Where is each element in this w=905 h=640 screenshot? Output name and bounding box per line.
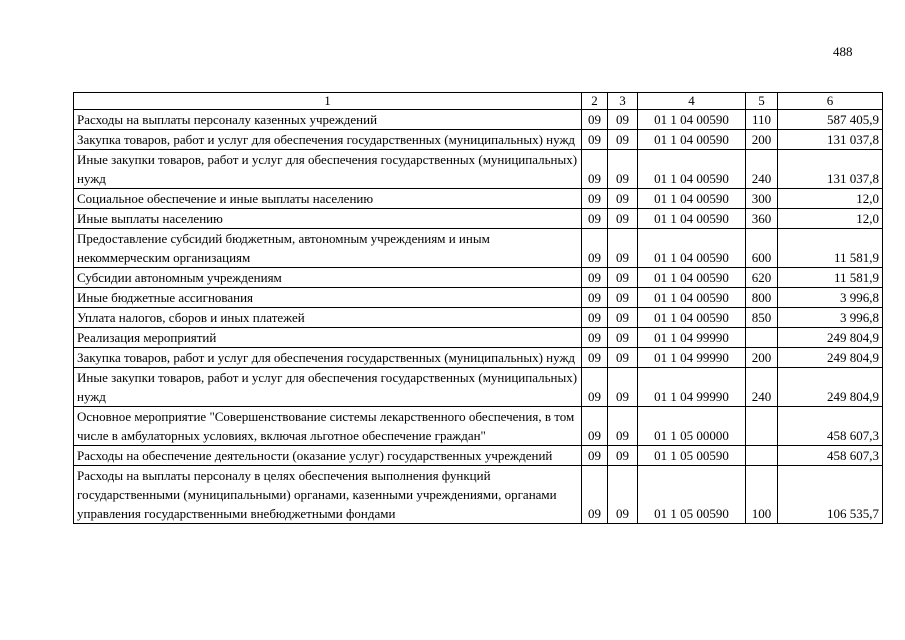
row-description: Социальное обеспечение и иные выплаты населению bbox=[74, 189, 582, 209]
section-code: 09 bbox=[582, 150, 608, 189]
table-row bbox=[74, 466, 883, 524]
table-row bbox=[74, 209, 883, 229]
row-description: Расходы на выплаты персоналу казенных учреждений bbox=[74, 110, 582, 130]
section-code: 09 bbox=[582, 368, 608, 407]
header-cell: 2 bbox=[582, 93, 608, 110]
table-row bbox=[74, 130, 883, 150]
table-row bbox=[74, 150, 883, 189]
row-description: Субсидии автономным учреждениям bbox=[74, 268, 582, 288]
row-description: Расходы на выплаты персоналу в целях обеспечения выполнения функций государственными (муниципальными) органами, казенными учреждениями, органами управления государственными внебюджетными фондами bbox=[74, 466, 582, 524]
section-code: 09 bbox=[582, 308, 608, 328]
row-description: Реализация мероприятий bbox=[74, 328, 582, 348]
row-description: Иные выплаты населению bbox=[74, 209, 582, 229]
row-description: Уплата налогов, сборов и иных платежей bbox=[74, 308, 582, 328]
subsection-code: 09 bbox=[608, 209, 638, 229]
row-description: Закупка товаров, работ и услуг для обеспечения государственных (муниципальных) нужд bbox=[74, 348, 582, 368]
header-cell: 3 bbox=[608, 93, 638, 110]
amount: 249 804,9 bbox=[778, 328, 883, 348]
header-cell: 6 bbox=[778, 93, 883, 110]
amount: 11 581,9 bbox=[778, 268, 883, 288]
amount: 458 607,3 bbox=[778, 446, 883, 466]
section-code: 09 bbox=[582, 110, 608, 130]
table-row bbox=[74, 308, 883, 328]
section-code: 09 bbox=[582, 229, 608, 268]
section-code: 09 bbox=[582, 288, 608, 308]
table-row bbox=[74, 229, 883, 268]
amount: 12,0 bbox=[778, 189, 883, 209]
section-code: 09 bbox=[582, 130, 608, 150]
table-row bbox=[74, 446, 883, 466]
expense-type-code: 110 bbox=[746, 110, 778, 130]
amount: 3 996,8 bbox=[778, 288, 883, 308]
subsection-code: 09 bbox=[608, 268, 638, 288]
expense-type-code bbox=[746, 328, 778, 348]
expense-type-code: 200 bbox=[746, 348, 778, 368]
target-article-code: 01 1 04 00590 bbox=[638, 130, 746, 150]
header-cell: 5 bbox=[746, 93, 778, 110]
subsection-code: 09 bbox=[608, 328, 638, 348]
table-row bbox=[74, 268, 883, 288]
expense-type-code: 600 bbox=[746, 229, 778, 268]
section-code: 09 bbox=[582, 466, 608, 524]
subsection-code: 09 bbox=[608, 288, 638, 308]
table-row bbox=[74, 407, 883, 446]
amount: 458 607,3 bbox=[778, 407, 883, 446]
expense-type-code: 360 bbox=[746, 209, 778, 229]
section-code: 09 bbox=[582, 268, 608, 288]
table-row bbox=[74, 110, 883, 130]
row-description: Предоставление субсидий бюджетным, автономным учреждениям и иным некоммерческим организациям bbox=[74, 229, 582, 268]
expense-type-code: 240 bbox=[746, 368, 778, 407]
expense-type-code bbox=[746, 446, 778, 466]
expense-type-code: 850 bbox=[746, 308, 778, 328]
section-code: 09 bbox=[582, 407, 608, 446]
table-row bbox=[74, 348, 883, 368]
table-row bbox=[74, 288, 883, 308]
target-article-code: 01 1 04 00590 bbox=[638, 110, 746, 130]
amount: 106 535,7 bbox=[778, 466, 883, 524]
table-body bbox=[74, 110, 883, 524]
expense-type-code: 240 bbox=[746, 150, 778, 189]
target-article-code: 01 1 04 00590 bbox=[638, 308, 746, 328]
row-description: Иные бюджетные ассигнования bbox=[74, 288, 582, 308]
row-description: Иные закупки товаров, работ и услуг для обеспечения государственных (муниципальных) нужд bbox=[74, 150, 582, 189]
section-code: 09 bbox=[582, 189, 608, 209]
target-article-code: 01 1 04 00590 bbox=[638, 268, 746, 288]
subsection-code: 09 bbox=[608, 189, 638, 209]
amount: 12,0 bbox=[778, 209, 883, 229]
row-description: Расходы на обеспечение деятельности (оказание услуг) государственных учреждений bbox=[74, 446, 582, 466]
target-article-code: 01 1 04 00590 bbox=[638, 209, 746, 229]
expense-type-code: 100 bbox=[746, 466, 778, 524]
target-article-code: 01 1 05 00590 bbox=[638, 466, 746, 524]
subsection-code: 09 bbox=[608, 150, 638, 189]
subsection-code: 09 bbox=[608, 466, 638, 524]
section-code: 09 bbox=[582, 348, 608, 368]
header-cell: 4 bbox=[638, 93, 746, 110]
target-article-code: 01 1 04 99990 bbox=[638, 348, 746, 368]
target-article-code: 01 1 05 00590 bbox=[638, 446, 746, 466]
amount: 131 037,8 bbox=[778, 130, 883, 150]
subsection-code: 09 bbox=[608, 130, 638, 150]
target-article-code: 01 1 04 99990 bbox=[638, 368, 746, 407]
amount: 249 804,9 bbox=[778, 368, 883, 407]
row-description: Иные закупки товаров, работ и услуг для обеспечения государственных (муниципальных) нужд bbox=[74, 368, 582, 407]
subsection-code: 09 bbox=[608, 229, 638, 268]
amount: 587 405,9 bbox=[778, 110, 883, 130]
expense-type-code: 300 bbox=[746, 189, 778, 209]
header-row bbox=[74, 93, 883, 110]
subsection-code: 09 bbox=[608, 110, 638, 130]
amount: 11 581,9 bbox=[778, 229, 883, 268]
subsection-code: 09 bbox=[608, 368, 638, 407]
row-description: Закупка товаров, работ и услуг для обеспечения государственных (муниципальных) нужд bbox=[74, 130, 582, 150]
expense-type-code bbox=[746, 407, 778, 446]
table-row bbox=[74, 368, 883, 407]
target-article-code: 01 1 05 00000 bbox=[638, 407, 746, 446]
row-description: Основное мероприятие "Совершенствование системы лекарственного обеспечения, в том числе в амбулаторных условиях, включая льготное обеспечение граждан" bbox=[74, 407, 582, 446]
expense-type-code: 200 bbox=[746, 130, 778, 150]
target-article-code: 01 1 04 00590 bbox=[638, 189, 746, 209]
amount: 249 804,9 bbox=[778, 348, 883, 368]
subsection-code: 09 bbox=[608, 446, 638, 466]
section-code: 09 bbox=[582, 209, 608, 229]
target-article-code: 01 1 04 00590 bbox=[638, 288, 746, 308]
page-number: 488 bbox=[833, 44, 853, 59]
section-code: 09 bbox=[582, 446, 608, 466]
target-article-code: 01 1 04 00590 bbox=[638, 229, 746, 268]
expense-type-code: 800 bbox=[746, 288, 778, 308]
expense-type-code: 620 bbox=[746, 268, 778, 288]
table-row bbox=[74, 189, 883, 209]
target-article-code: 01 1 04 99990 bbox=[638, 328, 746, 348]
target-article-code: 01 1 04 00590 bbox=[638, 150, 746, 189]
section-code: 09 bbox=[582, 328, 608, 348]
subsection-code: 09 bbox=[608, 407, 638, 446]
subsection-code: 09 bbox=[608, 308, 638, 328]
subsection-code: 09 bbox=[608, 348, 638, 368]
header-cell: 1 bbox=[74, 93, 582, 110]
amount: 131 037,8 bbox=[778, 150, 883, 189]
table-row bbox=[74, 328, 883, 348]
budget-table bbox=[73, 92, 883, 524]
amount: 3 996,8 bbox=[778, 308, 883, 328]
